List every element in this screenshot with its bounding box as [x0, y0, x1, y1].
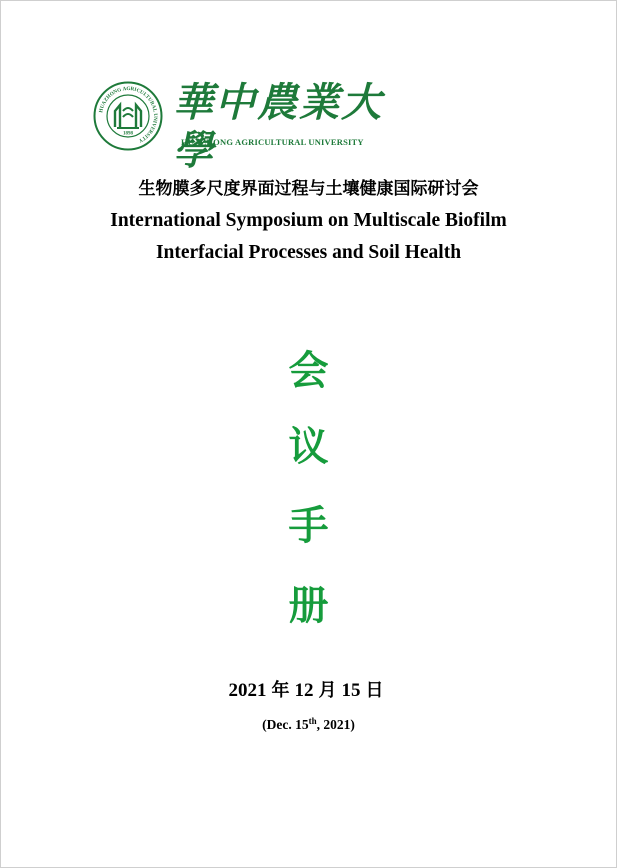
university-name-cn: 華中農業大學: [173, 79, 383, 174]
date-en: [1, 715, 616, 735]
handbook-char-3: 手: [288, 503, 329, 549]
date-cn: [1, 678, 616, 704]
university-seal-icon: [93, 81, 163, 151]
date-month: 12: [294, 680, 314, 701]
date-en-tail: , 2021): [316, 717, 355, 732]
date-day-unit: 日: [365, 680, 384, 701]
university-name-en: HUAZHONG AGRICULTURAL UNIVERSITY: [181, 137, 364, 147]
date-year-unit: 年: [271, 680, 290, 701]
date-month-unit: 月: [318, 680, 337, 701]
university-logo: [93, 79, 393, 174]
handbook-char-2: 议: [288, 424, 329, 470]
date-year: 2021: [228, 680, 267, 701]
svg-text:1898: 1898: [123, 131, 133, 137]
date-en-prefix: (Dec. 15: [262, 717, 309, 732]
symposium-title-cn: 生物膜多尺度界面过程与土壤健康国际研讨会: [138, 179, 479, 199]
handbook-char-4: 册: [288, 583, 329, 629]
date-day: 15: [341, 680, 361, 701]
svg-text:HUAZHONG AGRICULTURAL UNIVERSI: HUAZHONG AGRICULTURAL UNIVERSITY: [98, 85, 159, 144]
date-en-suffix-sup: th: [308, 716, 317, 726]
symposium-title-en-line1: International Symposium on Multiscale Biofilm: [110, 210, 507, 231]
handbook-char-1: 会: [288, 348, 329, 394]
symposium-title-en-line2: Interfacial Processes and Soil Health: [155, 242, 462, 263]
